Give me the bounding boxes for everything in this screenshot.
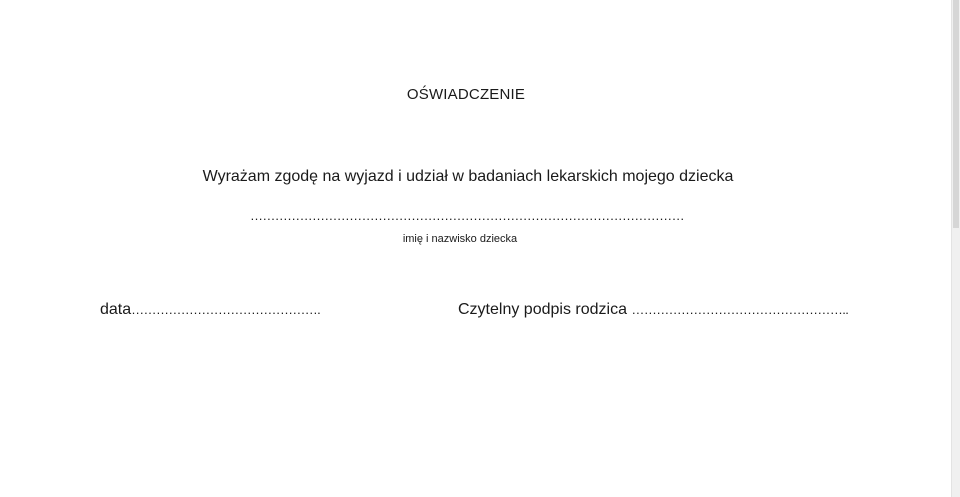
date-blank-line: ……………………………………….: [131, 302, 321, 317]
signature-field: [458, 301, 848, 319]
vertical-scrollbar[interactable]: [951, 0, 960, 497]
signature-blank-line: ……………………………………………..: [631, 302, 849, 317]
date-field: [100, 301, 320, 319]
signature-label: Czytelny podpis rodzica: [458, 301, 632, 318]
child-name-caption: imię i nazwisko dziecka: [402, 233, 518, 245]
scrollbar-thumb[interactable]: [953, 0, 959, 228]
child-name-blank-line: ……………………………………………………………………………………………: [249, 208, 684, 223]
date-label: data: [100, 301, 132, 318]
consent-statement: Wyrażam zgodę na wyjazd i udział w badaniach lekarskich mojego dziecka: [202, 168, 734, 185]
document-title: OŚWIADCZENIE: [406, 86, 526, 103]
